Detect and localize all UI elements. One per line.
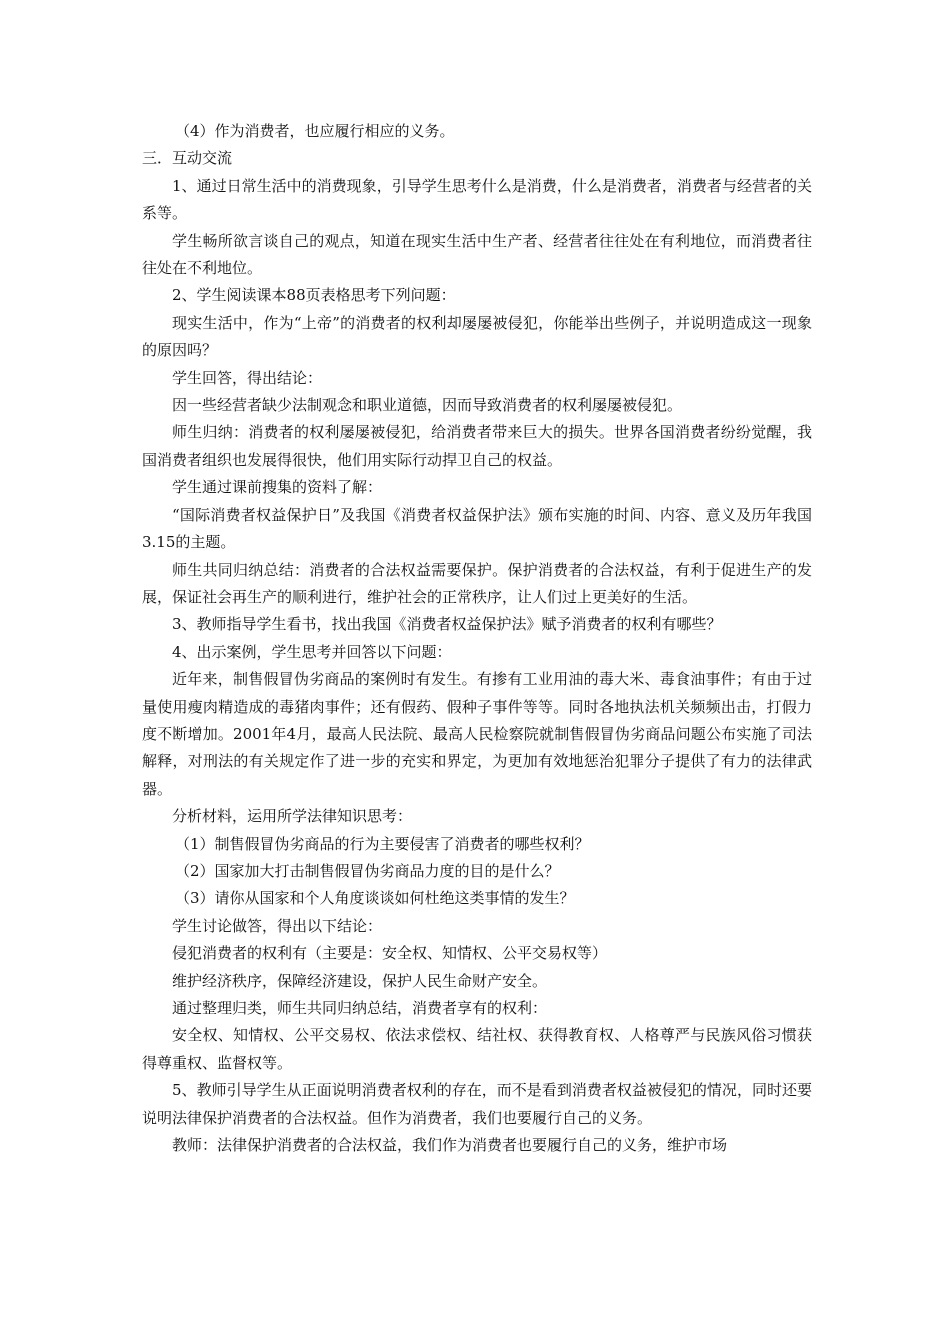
- paragraph: 通过整理归类，师生共同归纳总结，消费者享有的权利：: [172, 999, 548, 1017]
- paragraph: （4）作为消费者，也应履行相应的义务。: [175, 122, 455, 140]
- paragraph: 因一些经营者缺少法制观念和职业道德，因而导致消费者的权利屡屡被侵犯。: [172, 396, 683, 415]
- question-item: （2）国家加大打击制售假冒伪劣商品力度的目的是什么？: [175, 861, 560, 880]
- paragraph: “国际消费者权益保护日”及我国《消费者权益保护法》颁布实施的时间、内容、意义及历年我国3.15的主题。: [142, 505, 812, 552]
- question-item: （3）请你从国家和个人角度谈谈如何杜绝这类事情的发生？: [175, 889, 575, 908]
- paragraph: 侵犯消费者的权利有（主要是：安全权、知情权、公平交易权等）: [172, 944, 608, 963]
- paragraph: 学生畅所欲言谈自己的观点，知道在现实生活中生产者、经营者往往处在有利地位，而消费者往往处在不利地位。: [142, 231, 812, 278]
- paragraph: 师生共同归纳总结：消费者的合法权益需要保护。保护消费者的合法权益，有利于促进生产的发展，保证社会再生产的顺利进行，维护社会的正常秩序，让人们过上更美好的生活。: [142, 560, 812, 606]
- paragraph: 学生回答，得出结论：: [172, 368, 323, 387]
- paragraph: 师生归纳：消费者的权利屡屡被侵犯，给消费者带来巨大的损失。世界各国消费者纷纷觉醒，我国消费者组织也发展得很快，他们用实际行动捍卫自己的权益。: [142, 423, 812, 469]
- paragraph: 分析材料，运用所学法律知识思考：: [172, 807, 413, 826]
- paragraph: 近年来，制售假冒伪劣商品的案例时有发生。有掺有工业用油的毒大米、毒食油事件；有由于过量使用瘦肉精造成的毒猪肉事件；还有假药、假种子事件等等。同时各地执法机关频频出击，打假力度不断增加。2001年4月，最高人民法院、最高人民检察院就制售假冒伪劣商品问题公布实施了司法解释，对刑法的有关规定作了进一步的充实和界定，为更加有效地惩治犯罪分子提供了有力的法律武器。: [142, 670, 812, 798]
- paragraph: 维护经济秩序，保障经济建设，保护人民生命财产安全。: [172, 971, 548, 990]
- paragraph: 学生讨论做答，得出以下结论：: [172, 916, 383, 935]
- paragraph: 学生通过课前搜集的资料了解：: [172, 478, 383, 497]
- paragraph: 1、通过日常生活中的消费现象，引导学生思考什么是消费，什么是消费者，消费者与经营者的关系等。: [142, 176, 812, 223]
- paragraph: 2、学生阅读课本88页表格思考下列问题：: [172, 286, 456, 305]
- paragraph: 4、出示案例，学生思考并回答以下问题：: [172, 642, 452, 661]
- paragraph: 3、教师指导学生看书，找出我国《消费者权益保护法》赋予消费者的权利有哪些？: [172, 615, 722, 634]
- paragraph: 5、教师引导学生从正面说明消费者权利的存在，而不是看到消费者权益被侵犯的情况，同时还要说明法律保护消费者的合法权益。但作为消费者，我们也要履行自己的义务。: [142, 1081, 812, 1127]
- section-heading: 三．互动交流: [142, 149, 233, 168]
- question-item: （1）制售假冒伪劣商品的行为主要侵害了消费者的哪些权利？: [175, 834, 590, 853]
- document-body: [142, 118, 812, 1159]
- paragraph: 教师：法律保护消费者的合法权益，我们作为消费者也要履行自己的义务，维护市场: [172, 1136, 728, 1155]
- paragraph: 现实生活中，作为“上帝”的消费者的权利却屡屡被侵犯，你能举出些例子，并说明造成这一现象的原因吗？: [142, 313, 812, 360]
- paragraph: 安全权、知情权、公平交易权、依法求偿权、结社权、获得教育权、人格尊严与民族风俗习惯获得尊重权、监督权等。: [142, 1026, 812, 1072]
